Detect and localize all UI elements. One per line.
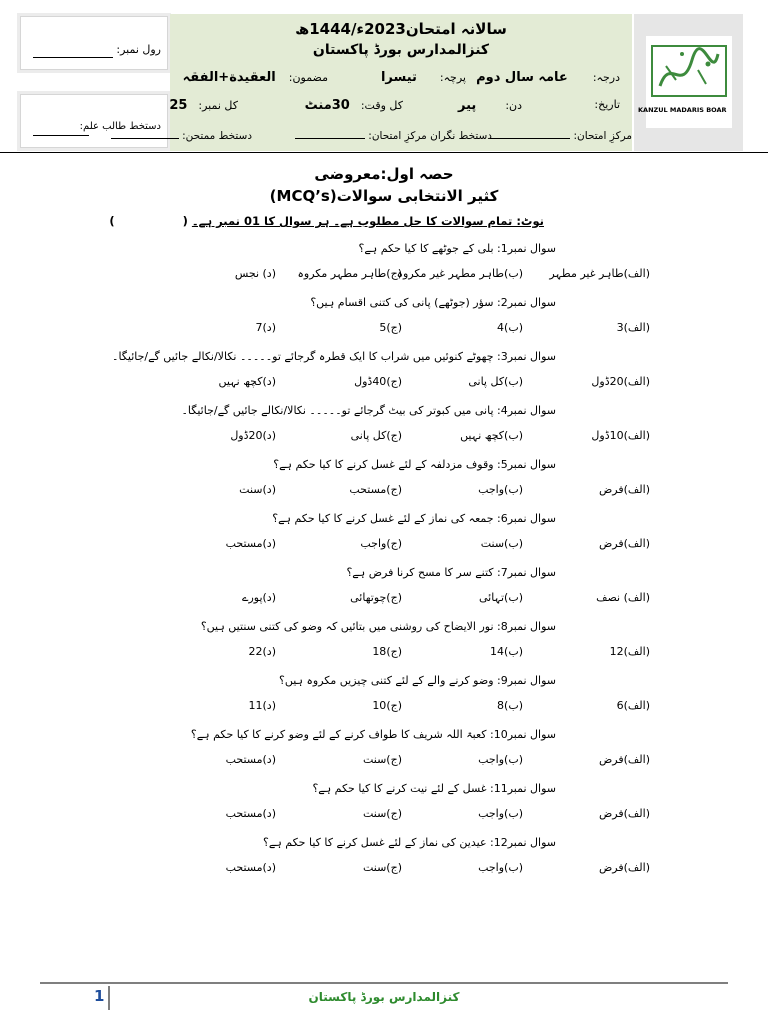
answer-option[interactable]: (ب)طاہر مطہر غیر مکروہ <box>396 267 523 280</box>
answer-option[interactable]: (ج)10 <box>372 699 402 712</box>
answer-option[interactable]: (ج)سنت <box>362 861 402 874</box>
answer-option[interactable]: (الف)فرض <box>598 537 650 550</box>
invigilator-label: دستخط نگران مرکزِ امتحان: <box>368 130 492 142</box>
day-value: پیر <box>458 98 477 113</box>
examiner-input[interactable] <box>111 128 179 139</box>
logo-panel <box>634 14 743 151</box>
answer-option[interactable]: (ج)واجب <box>360 537 402 550</box>
subject-label: مضمون: <box>288 71 328 84</box>
invigilator-input[interactable] <box>295 128 365 139</box>
answer-option[interactable]: (د)20ڈول <box>230 429 276 442</box>
header-divider <box>0 152 768 153</box>
answer-option[interactable]: (د)مستحب <box>225 537 276 550</box>
grade-field <box>476 70 620 85</box>
answer-option[interactable]: (د)مستحب <box>225 753 276 766</box>
answer-option[interactable]: (د)مستحب <box>225 807 276 820</box>
board-name: کنزالمدارس بورڈ پاکستان <box>312 42 490 58</box>
answer-option[interactable]: (ج)طاہر مطہر مکروہ <box>297 267 402 280</box>
answer-option[interactable]: (الف)3 <box>616 321 650 334</box>
exam-title: سالانہ امتحان2023ء/1444ھ <box>295 20 507 38</box>
answer-option[interactable]: (الف)12 <box>609 645 650 658</box>
answer-option[interactable]: (ج)40ڈول <box>354 375 402 388</box>
grade-value: عامہ سال دوم <box>476 70 568 85</box>
question-text: سوال نمبر8: نور الایضاح کی روشنی میں بتائیں کہ وضو کی کتنی سنتیں ہیں؟ <box>200 620 556 633</box>
answer-option[interactable]: (الف)فرض <box>598 861 650 874</box>
page-number: 1 <box>94 987 105 1005</box>
answer-option[interactable]: (ب)کچھ نہیں <box>460 429 523 442</box>
paper-value: تیسرا <box>380 70 417 85</box>
marks-value: 25 <box>169 98 188 113</box>
grade-label: درجہ: <box>592 71 620 84</box>
day-field <box>458 98 522 113</box>
paper-field <box>381 70 466 85</box>
answer-option[interactable]: (الف)طاہر غیر مطہر <box>549 267 650 280</box>
answer-option[interactable]: (ب)واجب <box>478 861 523 874</box>
roll-number-field[interactable] <box>33 57 113 58</box>
answer-option[interactable]: (د)پورے <box>242 591 276 604</box>
question-text: سوال نمبر12: عیدین کی نماز کے لئے غسل کرنے کا کیا حکم ہے؟ <box>263 836 556 849</box>
student-signature-field[interactable] <box>33 135 89 136</box>
time-value: 30منٹ <box>304 98 350 113</box>
answer-option[interactable]: (ج)مستحب <box>349 483 402 496</box>
answer-option[interactable]: (د) نجس <box>234 267 276 280</box>
answer-option[interactable]: (د)مستحب <box>225 861 276 874</box>
answer-option[interactable]: (ج)کل پانی <box>350 429 402 442</box>
answer-option[interactable]: (الف)فرض <box>598 753 650 766</box>
question-text: سوال نمبر10: کعبۃ اللہ شریف کا طواف کرنے کے لئے وضو کرنے کا کیا حکم ہے؟ <box>190 728 556 741</box>
marks-label: کل نمبر: <box>198 99 238 112</box>
subject-field <box>183 70 328 85</box>
section-title: حصہ اول:معروضی <box>314 165 454 183</box>
date-field <box>594 98 620 111</box>
answer-option[interactable]: (ب)تہائی <box>478 591 523 604</box>
question-text: سوال نمبر11: غسل کے لئے نیت کرنے کا کیا حکم ہے؟ <box>312 782 556 795</box>
answer-option[interactable]: (ب)4 <box>497 321 523 334</box>
instruction-note-text: نوٹ: تمام سوالات کا حل مطلوب ہے۔ ہر سوال کا 01 نمبر ہے۔ <box>191 214 544 228</box>
footer-board-name: کنزالمدارس بورڈ پاکستان <box>308 990 460 1004</box>
answer-option[interactable]: (د)22 <box>248 645 276 658</box>
student-signature-label: دستخط طالب علم: <box>79 121 161 132</box>
answer-option[interactable]: (الف)10ڈول <box>591 429 650 442</box>
answer-option[interactable]: (ج)18 <box>372 645 402 658</box>
question-text: سوال نمبر9: وضو کرنے والے کے لئے کتنی چیزیں مکروہ ہیں؟ <box>279 674 556 687</box>
roll-number-box <box>20 16 168 70</box>
answer-option[interactable]: (ج)چوتھائی <box>350 591 402 604</box>
time-field <box>305 98 403 113</box>
paper-label: پرچہ: <box>439 71 466 84</box>
instruction-note <box>109 214 544 228</box>
roll-number-label: رول نمبر: <box>116 43 161 56</box>
answer-option[interactable]: (ج)5 <box>379 321 402 334</box>
question-text: سوال نمبر5: وقوف مزدلفہ کے لئے غسل کرنے کا کیا حکم ہے؟ <box>273 458 556 471</box>
question-text: سوال نمبر2: سؤر (جوٹھے) پانی کی کتنی اقسام ہیں؟ <box>310 296 556 309</box>
answer-option[interactable]: (د)کچھ نہیں <box>218 375 276 388</box>
answer-option[interactable]: (ب)8 <box>497 699 523 712</box>
answer-option[interactable]: (الف)6 <box>616 699 650 712</box>
answer-option[interactable]: (ب)واجب <box>478 753 523 766</box>
footer-rule <box>40 982 728 984</box>
answer-option[interactable]: (د)سنت <box>239 483 276 496</box>
answer-option[interactable]: (ب)سنت <box>480 537 523 550</box>
answer-option[interactable]: (ب)واجب <box>478 807 523 820</box>
section-subtitle: کثیر الانتخابی سوالات(MCQ’s) <box>269 187 499 205</box>
answer-option[interactable]: (ب)کل پانی <box>468 375 523 388</box>
question-text: سوال نمبر4: پانی میں کبوتر کی بیٹ گرجائے تو۔۔۔۔۔ نکالا/نکالے جائیں گے/جائیگا۔ <box>181 404 556 417</box>
center-field <box>490 128 632 142</box>
center-label: مرکزِ امتحان: <box>573 130 632 142</box>
answer-option[interactable]: (ب)واجب <box>478 483 523 496</box>
answer-option[interactable]: (ج)سنت <box>362 807 402 820</box>
question-text: سوال نمبر7: کتنے سر کا مسح کرنا فرض ہے؟ <box>346 566 556 579</box>
answer-option[interactable]: (ب)14 <box>490 645 523 658</box>
answer-option[interactable]: (الف)فرض <box>598 807 650 820</box>
invigilator-field <box>295 128 492 142</box>
instruction-paren-close: ) <box>109 214 115 228</box>
examiner-label: دستخط ممتحن: <box>182 130 252 142</box>
logo-caption: KANZUL MADARIS BOAR <box>638 106 727 114</box>
day-label: دن: <box>505 99 522 112</box>
instruction-paren-open: ( <box>182 214 188 228</box>
question-text: سوال نمبر3: چھوٹے کنوئیں میں شراب کا ایک قطرہ گرجائے تو۔۔۔۔۔ نکالا/نکالے جائیں گے/جائیگا۔ <box>112 350 556 363</box>
examiner-field <box>111 128 252 142</box>
date-label: تاریخ: <box>594 98 620 111</box>
answer-option[interactable]: (الف) نصف <box>596 591 650 604</box>
question-text: سوال نمبر1: بلی کے جوٹھے کا کیا حکم ہے؟ <box>358 242 556 255</box>
answer-option[interactable]: (ج)سنت <box>362 753 402 766</box>
answer-option[interactable]: (د)11 <box>248 699 276 712</box>
marks-field <box>169 98 238 113</box>
subject-value: العقیدة+الفقہ <box>182 70 276 85</box>
center-input[interactable] <box>490 128 570 139</box>
answer-option[interactable]: (د)7 <box>255 321 276 334</box>
question-text: سوال نمبر6: جمعہ کی نماز کے لئے غسل کرنے کا کیا حکم ہے؟ <box>272 512 556 525</box>
time-label: کل وقت: <box>360 99 403 112</box>
answer-option[interactable]: (الف)فرض <box>598 483 650 496</box>
answer-option[interactable]: (الف)20ڈول <box>591 375 650 388</box>
board-logo <box>638 36 732 128</box>
